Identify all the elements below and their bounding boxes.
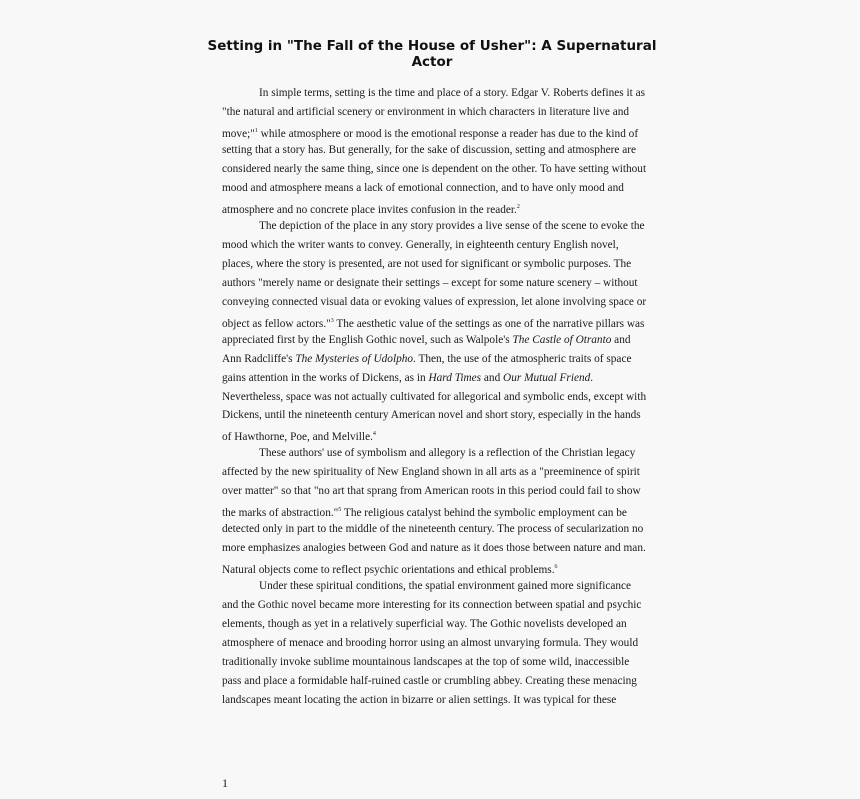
text-segment: Nevertheless, space was not actually cultivated for allegorical and symbolic ends, except with — [222, 390, 647, 403]
footnote-marker: 5 — [338, 507, 342, 514]
text-segment: detected only in part to the middle of the nineteenth century. The process of secularization no — [222, 523, 644, 536]
text-line — [222, 198, 652, 217]
footnote-marker: 6 — [554, 564, 558, 571]
text-line — [222, 539, 652, 558]
footnote-marker: 1 — [254, 127, 258, 134]
title-line: Setting in "The Fall of the House of Usher": A Supernatural — [207, 38, 657, 54]
text-segment: and the Gothic novel became more interesting for its connection between spatial and psychic — [222, 599, 642, 612]
text-segment: places, where the story is presented, are not used for significant or symbolic purposes. The — [222, 257, 632, 270]
paragraph — [222, 217, 652, 445]
text-line — [222, 179, 652, 198]
text-segment: over matter" so that "no art that sprang from American roots in this period could fail to show — [222, 485, 641, 498]
text-line — [222, 350, 652, 369]
text-line — [222, 634, 652, 653]
text-line — [222, 482, 652, 501]
text-line — [222, 293, 652, 312]
text-segment: The religious catalyst behind the symbolic employment can be — [341, 507, 627, 520]
text-line — [222, 444, 652, 463]
text-segment: "the natural and artificial scenery or environment in which characters in literature live and — [222, 105, 630, 118]
text-line — [222, 217, 652, 236]
text-segment: Under these spiritual conditions, the spatial environment gained more significance — [259, 580, 632, 593]
text-segment: of Hawthorne, Poe, and Melville. — [222, 431, 373, 444]
text-segment: . Then, the use of the atmospheric traits of space — [413, 352, 632, 365]
text-line — [222, 425, 652, 444]
text-line — [222, 463, 652, 482]
italic-title: Hard Times — [428, 371, 482, 384]
text-line — [222, 406, 652, 425]
text-line — [222, 122, 652, 141]
text-line — [222, 236, 652, 255]
text-line — [222, 558, 652, 577]
text-segment: atmosphere and no concrete place invites confusion in the reader. — [222, 203, 517, 216]
text-segment: appreciated first by the English Gothic novel, such as Walpole's — [222, 333, 513, 346]
text-segment: In simple terms, setting is the time and place of a story. Edgar V. Roberts defines it as — [259, 87, 646, 99]
text-line — [222, 691, 652, 710]
text-segment: pass and place a formidable half-ruined castle or crumbling abbey. Creating these menacing — [222, 675, 637, 688]
text-line — [222, 596, 652, 615]
text-segment: These authors' use of symbolism and allegory is a reflection of the Christian legacy — [259, 447, 636, 460]
text-line — [222, 672, 652, 691]
text-segment: conveying connected visual data or evoking values of expression, let alone involving space or — [222, 295, 647, 308]
italic-title: The Castle of Otranto — [512, 333, 612, 346]
text-segment: and — [611, 333, 631, 346]
text-segment: mood which the writer wants to convey. Generally, in eighteenth century English novel, — [222, 238, 619, 251]
text-segment: The aesthetic value of the settings as one of the narrative pillars was — [333, 317, 645, 330]
text-segment: gains attention in the works of Dickens, as in — [222, 371, 429, 384]
text-line — [222, 160, 652, 179]
footnote-marker: 4 — [372, 431, 376, 438]
text-line — [222, 331, 652, 350]
text-line — [222, 103, 652, 122]
text-segment: while atmosphere or mood is the emotional response a reader has due to the kind of — [257, 127, 639, 140]
text-segment: The depiction of the place in any story provides a live sense of the scene to evoke the — [259, 219, 645, 232]
text-segment: considered nearly the same thing, since one is dependent on the other. To have setting without — [222, 162, 647, 175]
text-line — [222, 84, 652, 103]
italic-title: Our Mutual Friend — [503, 371, 591, 384]
text-line — [222, 520, 652, 539]
text-line — [222, 615, 652, 634]
paragraph — [222, 577, 652, 710]
text-segment: Natural objects come to reflect psychic orientations and ethical problems. — [222, 564, 555, 577]
text-line — [222, 501, 652, 520]
paragraph — [222, 444, 652, 577]
footnote-marker: 3 — [330, 317, 334, 324]
text-segment: and — [481, 371, 504, 384]
text-segment: . — [590, 371, 594, 384]
text-segment: move;" — [222, 127, 255, 140]
paragraph — [222, 84, 652, 217]
text-line — [222, 388, 652, 407]
page-number: 1 — [222, 776, 228, 790]
document-body — [222, 84, 652, 710]
text-segment: the marks of abstraction." — [222, 507, 339, 520]
text-segment: atmosphere of menace and brooding horror using an almost unvarying formula. They would — [222, 637, 639, 650]
text-segment: more emphasizes analogies between God and nature as it does those between nature and man. — [222, 542, 646, 555]
text-line — [222, 274, 652, 293]
document-title — [200, 38, 664, 70]
text-segment: setting that a story has. But generally, for the sake of discussion, setting and atmosphere are — [222, 143, 637, 156]
title-line: Actor — [411, 54, 453, 70]
text-line — [222, 577, 652, 596]
text-line — [222, 369, 652, 388]
text-segment: Ann Radcliffe's — [222, 352, 296, 365]
text-segment: Dickens, until the nineteenth century American novel and short story, especially in the hands — [222, 409, 641, 422]
text-line — [222, 255, 652, 274]
text-segment: elements, though as yet in a relatively superficial way. The Gothic novelists developed an — [222, 618, 627, 631]
text-segment: object as fellow actors." — [222, 317, 331, 330]
italic-title: The Mysteries of Udolpho — [295, 352, 414, 365]
text-segment: affected by the new spirituality of New England shown in all arts as a "preeminence of spirit — [222, 466, 640, 479]
text-segment: traditionally invoke sublime mountainous landscapes at the top of some wild, inaccessible — [222, 656, 630, 669]
text-segment: landscapes meant locating the action in bizarre or alien settings. It was typical for these — [222, 694, 617, 706]
text-line — [222, 141, 652, 160]
text-segment: authors "merely name or designate their settings – except for some nature scenery – without — [222, 276, 638, 289]
text-segment: mood and atmosphere means a lack of emotional connection, and to have only mood and — [222, 181, 624, 194]
text-line — [222, 312, 652, 331]
footnote-marker: 2 — [516, 203, 520, 210]
text-line — [222, 653, 652, 672]
